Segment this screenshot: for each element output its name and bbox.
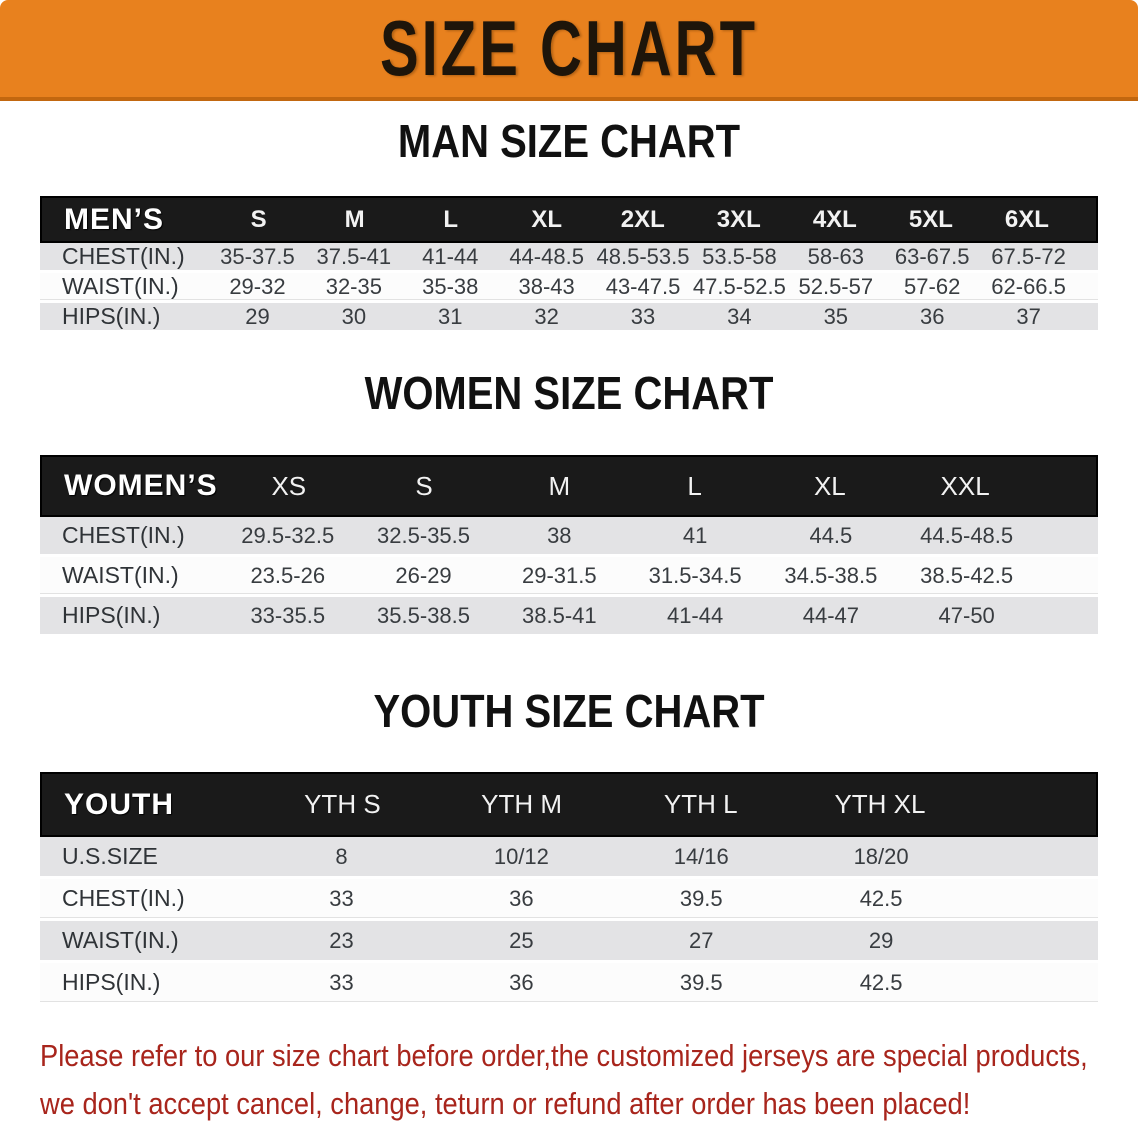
table-cell: 30 bbox=[341, 303, 367, 329]
table-cell: 29-32 bbox=[229, 273, 286, 299]
table-cell: 37 bbox=[1016, 303, 1041, 329]
table-cell: 53.5-58 bbox=[702, 243, 777, 269]
table-header-row bbox=[40, 772, 1098, 837]
table-row bbox=[40, 597, 1098, 637]
table-cell: 38-43 bbox=[518, 273, 575, 299]
men-section-heading: MAN SIZE CHART bbox=[397, 116, 741, 168]
table-header-label: WOMEN’S bbox=[64, 469, 218, 502]
men-section-heading-wrap bbox=[0, 116, 1138, 168]
table-cell: 14/16 bbox=[673, 843, 729, 869]
women-section-heading-wrap bbox=[0, 368, 1138, 420]
disclaimer-line-1: Please refer to our size chart before order,the customized jerseys are special products, bbox=[40, 1038, 1088, 1073]
column-header: L bbox=[687, 470, 702, 501]
column-header: XL bbox=[813, 470, 846, 501]
youth-section-heading-wrap bbox=[0, 686, 1138, 738]
table-cell: 25 bbox=[509, 927, 534, 953]
table-cell: 31.5-34.5 bbox=[648, 562, 742, 588]
table-cell: 63-67.5 bbox=[894, 243, 970, 269]
table-row bbox=[40, 837, 1098, 879]
row-label: WAIST(IN.) bbox=[62, 562, 179, 588]
table-cell: 62-66.5 bbox=[991, 273, 1066, 299]
table-cell: 47-50 bbox=[938, 602, 995, 628]
column-header: 3XL bbox=[716, 205, 761, 233]
table-cell: 10/12 bbox=[493, 843, 549, 869]
table-cell: 36 bbox=[509, 969, 534, 995]
column-header: XL bbox=[531, 205, 563, 233]
column-header: S bbox=[415, 470, 433, 501]
table-cell: 39.5 bbox=[679, 885, 723, 911]
column-header: YTH M bbox=[481, 789, 563, 819]
table-cell: 32-35 bbox=[325, 273, 382, 299]
table-cell: 23 bbox=[329, 927, 354, 953]
table-cell: 23.5-26 bbox=[250, 562, 326, 588]
column-header: M bbox=[548, 470, 571, 501]
table-header-row bbox=[40, 455, 1098, 517]
table-cell: 33 bbox=[329, 885, 354, 911]
table-cell: 52.5-57 bbox=[798, 273, 874, 299]
table-cell: 35-38 bbox=[422, 273, 479, 299]
table-cell: 38 bbox=[547, 522, 572, 548]
table-cell: 36 bbox=[509, 885, 534, 911]
column-header: 4XL bbox=[812, 205, 857, 233]
column-header: 6XL bbox=[1004, 205, 1049, 233]
table-row bbox=[40, 273, 1098, 303]
table-cell: 57-62 bbox=[904, 273, 961, 299]
column-header: L bbox=[443, 205, 459, 233]
table-cell: 67.5-72 bbox=[991, 243, 1066, 269]
column-header: XXL bbox=[940, 470, 990, 501]
table-cell: 35.5-38.5 bbox=[377, 602, 471, 628]
table-cell: 44.5-48.5 bbox=[920, 522, 1014, 548]
column-header: YTH S bbox=[304, 789, 381, 819]
table-cell: 44-48.5 bbox=[509, 243, 584, 269]
table-row bbox=[40, 517, 1098, 557]
row-label: HIPS(IN.) bbox=[62, 969, 161, 995]
table-header-row bbox=[40, 196, 1098, 243]
table-cell: 43-47.5 bbox=[605, 273, 681, 299]
table-cell: 33-35.5 bbox=[250, 602, 326, 628]
row-label: CHEST(IN.) bbox=[62, 243, 185, 269]
table-cell: 48.5-53.5 bbox=[596, 243, 690, 269]
table-cell: 41 bbox=[682, 522, 708, 548]
row-label: HIPS(IN.) bbox=[62, 303, 161, 329]
table-cell: 44-47 bbox=[802, 602, 860, 628]
table-cell: 32 bbox=[534, 303, 559, 329]
table-cell: 34 bbox=[727, 303, 752, 329]
table-cell: 42.5 bbox=[859, 885, 903, 911]
women-size-table bbox=[40, 455, 1098, 637]
row-label: WAIST(IN.) bbox=[62, 273, 179, 299]
men-size-table bbox=[40, 196, 1098, 333]
youth-size-table bbox=[40, 772, 1098, 1005]
women-section-heading: WOMEN SIZE CHART bbox=[364, 368, 774, 420]
table-row bbox=[40, 921, 1098, 963]
row-label: HIPS(IN.) bbox=[62, 602, 161, 628]
column-header: 2XL bbox=[620, 205, 665, 233]
row-label: U.S.SIZE bbox=[62, 843, 158, 869]
table-cell: 33 bbox=[329, 969, 354, 995]
column-header: 5XL bbox=[908, 205, 953, 233]
row-label: CHEST(IN.) bbox=[62, 885, 185, 911]
table-cell: 44.5 bbox=[809, 522, 853, 548]
column-header: YTH XL bbox=[834, 789, 926, 819]
table-row bbox=[40, 303, 1098, 333]
table-cell: 38.5-41 bbox=[522, 602, 597, 628]
youth-section-heading: YOUTH SIZE CHART bbox=[373, 686, 765, 738]
disclaimer bbox=[40, 1032, 1138, 1128]
table-row bbox=[40, 879, 1098, 921]
table-row bbox=[40, 243, 1098, 273]
table-cell: 27 bbox=[689, 927, 714, 953]
table-cell: 29 bbox=[868, 927, 894, 953]
table-cell: 18/20 bbox=[853, 843, 909, 869]
table-cell: 36 bbox=[919, 303, 945, 329]
table-cell: 37.5-41 bbox=[316, 243, 392, 269]
column-header: S bbox=[250, 205, 267, 233]
table-cell: 34.5-38.5 bbox=[784, 562, 878, 588]
table-cell: 35-37.5 bbox=[220, 243, 295, 269]
table-cell: 26-29 bbox=[395, 562, 452, 588]
row-label: CHEST(IN.) bbox=[62, 522, 185, 548]
table-cell: 8 bbox=[335, 843, 348, 869]
size-chart-banner bbox=[0, 0, 1138, 101]
disclaimer-line-2: we don't accept cancel, change, teturn or refund after order has been placed! bbox=[40, 1086, 971, 1121]
table-cell: 41-44 bbox=[666, 602, 724, 628]
column-header: YTH L bbox=[663, 789, 738, 819]
table-row bbox=[40, 963, 1098, 1005]
table-cell: 41-44 bbox=[422, 243, 479, 269]
table-header-label: MEN’S bbox=[64, 202, 165, 236]
table-cell: 32.5-35.5 bbox=[377, 522, 471, 548]
table-cell: 58-63 bbox=[807, 243, 864, 269]
table-cell: 29 bbox=[245, 303, 270, 329]
table-cell: 33 bbox=[630, 303, 656, 329]
table-cell: 38.5-42.5 bbox=[920, 562, 1014, 588]
table-cell: 29-31.5 bbox=[522, 562, 597, 588]
table-cell: 42.5 bbox=[859, 969, 903, 995]
banner-title: SIZE CHART bbox=[380, 4, 758, 93]
table-cell: 47.5-52.5 bbox=[692, 273, 786, 299]
table-cell: 29.5-32.5 bbox=[241, 522, 335, 548]
row-label: WAIST(IN.) bbox=[62, 927, 179, 953]
column-header: XS bbox=[271, 470, 307, 501]
table-header-label: YOUTH bbox=[64, 787, 174, 821]
table-row bbox=[40, 557, 1098, 597]
column-header: M bbox=[344, 205, 365, 233]
table-cell: 31 bbox=[438, 303, 463, 329]
table-cell: 39.5 bbox=[679, 969, 723, 995]
table-cell: 35 bbox=[823, 303, 849, 329]
